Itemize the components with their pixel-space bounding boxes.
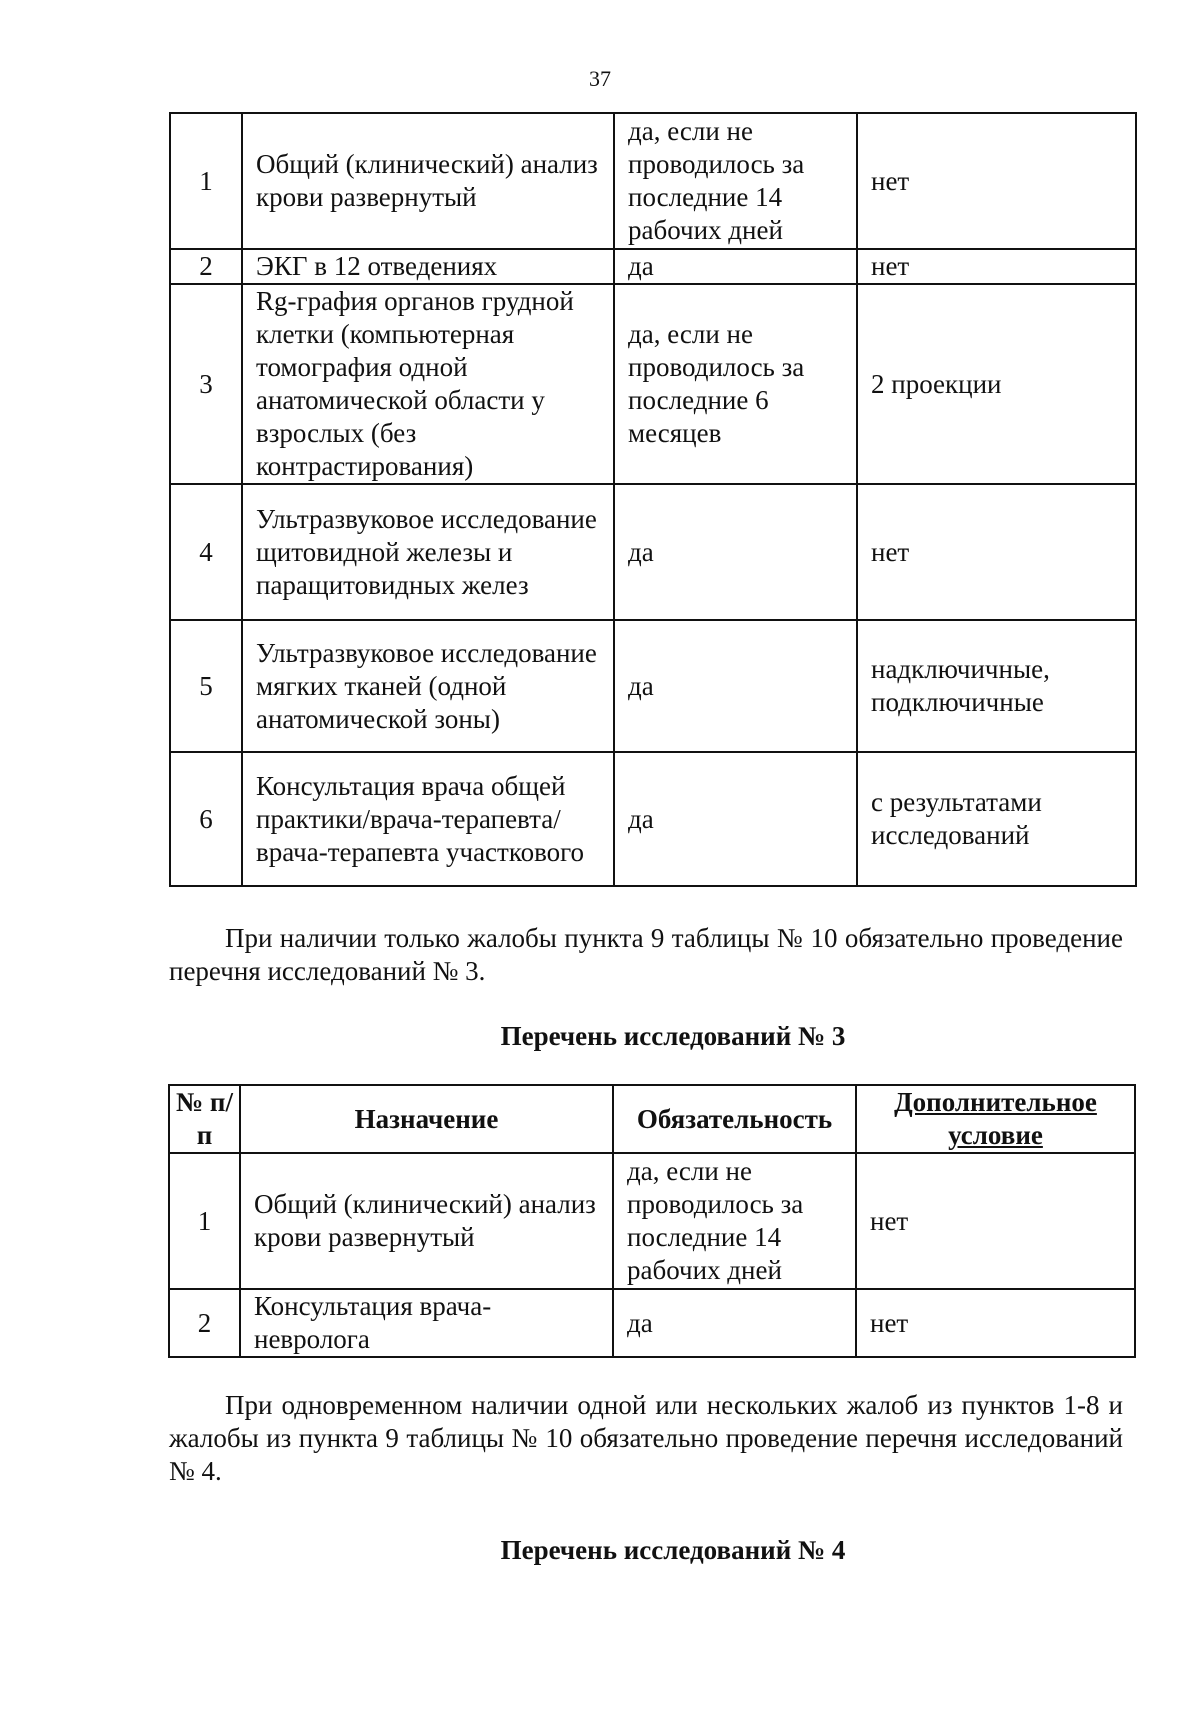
paragraph-list-3-condition: При наличии только жалобы пункта 9 таблицы № 10 обязательно проведение перечня исследований № 3. (169, 923, 1123, 986)
mandatory-cell: да, если не проводилось за последние 14 рабочих дней (613, 1153, 856, 1289)
column-header-name: Назначение (240, 1085, 613, 1153)
row-number: 3 (170, 284, 242, 484)
row-number: 5 (170, 620, 242, 752)
row-number: 4 (170, 484, 242, 620)
row-number: 6 (170, 752, 242, 886)
examination-name: Rg-графия органов грудной клетки (компьютерная томография одной анатомической области у взрослых (без контрастирования) (242, 284, 614, 484)
table-row (169, 1153, 1135, 1289)
examination-name: Ультразвуковое исследование мягких тканей (одной анатомической зоны) (242, 620, 614, 752)
condition-cell: с результатами исследований (857, 752, 1136, 886)
table-row (170, 249, 1136, 284)
row-number: 1 (169, 1153, 240, 1289)
condition-cell: нет (857, 113, 1136, 249)
table-row (170, 113, 1136, 249)
examination-name: Ультразвуковое исследование щитовидной железы и паращитовидных желез (242, 484, 614, 620)
paragraph-list-4-condition: При одновременном наличии одной или нескольких жалоб из пунктов 1-8 и жалобы из пункта 9 таблицы № 10 обязательно проведение перечня исследований № 4. (169, 1390, 1123, 1486)
table-row (170, 484, 1136, 620)
table-row (170, 284, 1136, 484)
mandatory-cell: да (614, 620, 857, 752)
table-row (169, 1289, 1135, 1357)
column-header-number: № п/п (169, 1085, 240, 1153)
section-heading-list-3: Перечень исследований № 3 (500, 1021, 846, 1051)
condition-cell: нет (857, 484, 1136, 620)
table-row (170, 620, 1136, 752)
condition-cell: надключичные, подключичные (857, 620, 1136, 752)
mandatory-cell: да, если не проводилось за последние 6 месяцев (614, 284, 857, 484)
examinations-table-continued (169, 112, 1137, 887)
condition-cell: нет (857, 249, 1136, 284)
mandatory-cell: да (614, 249, 857, 284)
page-number: 37 (589, 66, 611, 91)
row-number: 2 (170, 249, 242, 284)
examination-name: Консультация врача общей практики/врача-терапевта/врача-терапевта участкового (242, 752, 614, 886)
table-row (170, 752, 1136, 886)
examination-name: Общий (клинический) анализ крови развернутый (242, 113, 614, 249)
section-heading-list-4: Перечень исследований № 4 (500, 1535, 846, 1565)
row-number: 2 (169, 1289, 240, 1357)
mandatory-cell: да (613, 1289, 856, 1357)
examinations-table-list-3 (168, 1084, 1136, 1358)
examination-name: ЭКГ в 12 отведениях (242, 249, 614, 284)
column-header-mandatory: Обязательность (613, 1085, 856, 1153)
mandatory-cell: да (614, 484, 857, 620)
row-number: 1 (170, 113, 242, 249)
column-header-condition (856, 1085, 1135, 1153)
examination-name: Консультация врача-невролога (240, 1289, 613, 1357)
column-header-condition-text: Дополнительное условие (894, 1087, 1097, 1150)
mandatory-cell: да (614, 752, 857, 886)
condition-cell: нет (856, 1289, 1135, 1357)
examination-name: Общий (клинический) анализ крови развернутый (240, 1153, 613, 1289)
condition-cell: 2 проекции (857, 284, 1136, 484)
mandatory-cell: да, если не проводилось за последние 14 рабочих дней (614, 113, 857, 249)
table-header-row (169, 1085, 1135, 1153)
condition-cell: нет (856, 1153, 1135, 1289)
